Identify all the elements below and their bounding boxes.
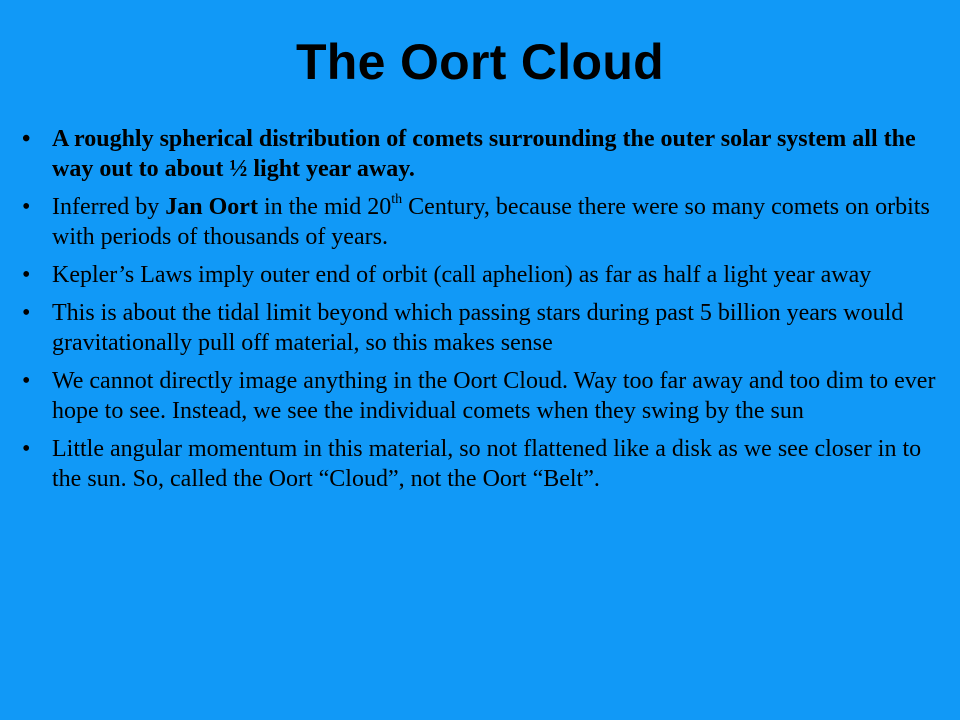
bullet-item-angular-momentum: [0, 434, 960, 494]
bullet-dot-icon: •: [22, 194, 31, 220]
bullet-text: [52, 192, 940, 252]
bullet-text: We cannot directly image anything in the Oort Cloud. Way too far away and too dim to ever hope to see. Instead, we see the individual comets when they swing by the sun: [52, 368, 936, 424]
bullet-dot-icon: •: [22, 436, 31, 462]
bullet-dot-icon: •: [22, 126, 31, 152]
bullet-item-tidal-limit: [0, 298, 960, 358]
ordinal-superscript: th: [391, 192, 403, 207]
slide-title: The Oort Cloud: [295, 34, 665, 90]
bullet-item-cannot-image: [0, 366, 960, 426]
bullet-text-mid: in the mid 20: [257, 194, 392, 220]
bullet-item-inferred: [0, 192, 960, 252]
bullet-text: Kepler’s Laws imply outer end of orbit (call aphelion) as far as half a light year away: [52, 262, 872, 288]
bullet-dot-icon: •: [22, 368, 31, 394]
bullet-text-post: Century, because there were so many comets on orbits with periods of thousands of years.: [52, 194, 930, 250]
bullet-text-pre: Inferred by: [52, 194, 166, 220]
bullet-dot-icon: •: [22, 262, 31, 288]
bullet-item-keplers-laws: [0, 260, 960, 290]
bullet-text: A roughly spherical distribution of comets surrounding the outer solar system all the way out to about ½ light year away.: [52, 126, 916, 182]
bullet-text: This is about the tidal limit beyond which passing stars during past 5 billion years would gravitationally pull off material, so this makes sense: [52, 300, 904, 356]
bullet-text: Little angular momentum in this material, so not flattened like a disk as we see closer in to the sun. So, called the Oort “Cloud”, not the Oort “Belt”.: [52, 436, 922, 492]
bullet-dot-icon: •: [22, 300, 31, 326]
bullet-item-definition: [0, 124, 960, 184]
bullet-list: [0, 124, 960, 502]
person-name: Jan Oort: [165, 194, 258, 220]
